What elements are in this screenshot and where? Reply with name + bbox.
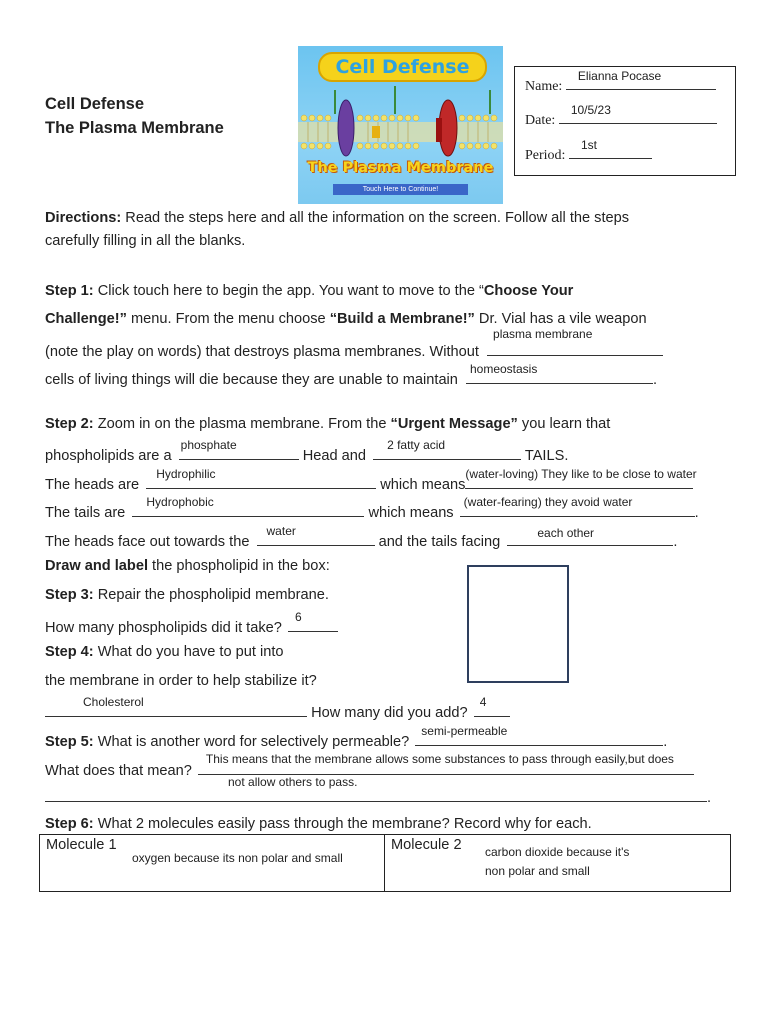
homeostasis-answer: homeostasis <box>469 362 538 376</box>
heads-meaning-blank[interactable] <box>465 467 697 489</box>
period-label: Period: <box>525 148 566 163</box>
date-value: 10/5/23 <box>570 103 611 117</box>
heads-property-answer: Hydrophilic <box>156 467 216 481</box>
molecule-2-answer-line1: carbon dioxide because it's <box>485 845 630 859</box>
banner-subtitle: The Plasma Membrane <box>307 160 494 176</box>
period-row <box>525 138 652 164</box>
step2-line2: phospholipids are a phosphate Head and 2 fatty acid TAILS. <box>45 438 569 464</box>
date-field[interactable] <box>559 103 717 124</box>
date-row <box>525 103 717 129</box>
molecule-1-answer: oxygen because its non polar and small <box>132 851 343 865</box>
tails-meaning-blank[interactable] <box>460 495 695 517</box>
banner-title: Cell Defense <box>318 52 487 82</box>
plasma-membrane-blank[interactable] <box>487 327 663 356</box>
step5-line3: . <box>45 786 711 806</box>
name-row <box>525 69 716 95</box>
name-label: Name: <box>525 79 563 94</box>
molecule-1-cell[interactable] <box>40 835 385 891</box>
step1-label: Step 1: <box>45 283 94 299</box>
heads-property-blank[interactable] <box>146 467 376 489</box>
meaning-answer-1: This means that the membrane allows some substances to pass through easily,but does <box>205 752 674 766</box>
step2-line3: The heads are Hydrophilic which means (water-loving) They like to be close to water <box>45 467 697 493</box>
tail-answer: 2 fatty acid <box>387 438 446 452</box>
molecule-1-label: Molecule 1 <box>46 837 117 853</box>
tail-blank[interactable] <box>373 438 521 460</box>
molecule-2-label: Molecule 2 <box>391 837 462 853</box>
head-answer: phosphate <box>180 438 237 452</box>
molecule-table <box>39 834 731 892</box>
step1-line1: Step 1: Click touch here to begin the app. You want to move to the “Choose Your <box>45 283 574 299</box>
step4-line2: the membrane in order to help stabilize it? <box>45 673 317 689</box>
cell-defense-banner-image <box>298 46 503 204</box>
step4-line3: Cholesterol How many did you add? 4 <box>45 701 510 721</box>
stabilizer-blank[interactable] <box>45 695 307 717</box>
heading-line1: Cell Defense <box>45 95 145 113</box>
phospholipid-count-blank[interactable] <box>288 610 338 632</box>
directions-line1: Directions: Read the steps here and all the information on the screen. Follow all the steps <box>45 210 630 226</box>
period-value: 1st <box>580 138 597 152</box>
cholesterol-count-blank[interactable] <box>474 695 510 717</box>
heads-face-blank[interactable] <box>257 524 375 546</box>
step5-label: Step 5: <box>45 734 94 750</box>
heads-meaning-answer: (water-loving) They like to be close to water <box>465 467 697 481</box>
selectively-permeable-answer: semi-permeable <box>421 724 508 738</box>
step3-line2: How many phospholipids did it take? 6 <box>45 616 338 636</box>
step1-line2: Challenge!” menu. From the menu choose “Build a Membrane!” Dr. Vial has a vile weapon <box>45 311 647 327</box>
tails-meaning-answer: (water-fearing) they avoid water <box>463 495 633 509</box>
heads-face-answer: water <box>266 524 296 538</box>
tails-property-blank[interactable] <box>132 495 364 517</box>
step2-line1: Step 2: Zoom in on the plasma membrane. From the “Urgent Message” you learn that <box>45 416 611 432</box>
meaning-answer-2: not allow others to pass. <box>228 775 358 789</box>
student-info-box <box>514 66 736 176</box>
step4-label: Step 4: <box>45 644 94 660</box>
step2-label: Step 2: <box>45 416 94 432</box>
period-field[interactable] <box>569 138 652 159</box>
molecule-2-answer-line2: non polar and small <box>485 864 590 878</box>
step3-label: Step 3: <box>45 587 94 603</box>
stabilizer-answer: Cholesterol <box>83 695 144 709</box>
phospholipid-count-answer: 6 <box>294 610 302 624</box>
name-field[interactable] <box>566 69 716 90</box>
homeostasis-blank[interactable] <box>466 362 653 384</box>
membrane-illustration <box>298 46 503 204</box>
date-label: Date: <box>525 113 556 128</box>
step6-line1: Step 6: What 2 molecules easily pass through the membrane? Record why for each. <box>45 816 592 832</box>
banner-continue-button: Touch Here to Continue! <box>333 184 468 195</box>
tails-face-blank[interactable] <box>507 526 673 546</box>
meaning-blank-2[interactable] <box>45 786 707 802</box>
directions-label: Directions: <box>45 210 122 226</box>
selectively-permeable-blank[interactable] <box>415 724 663 746</box>
tails-face-answer: each other <box>537 526 595 540</box>
step6-label: Step 6: <box>45 816 94 832</box>
plasma-membrane-answer: plasma membrane <box>493 327 593 341</box>
cholesterol-count-answer: 4 <box>479 695 487 709</box>
step3-line1: Step 3: Repair the phospholipid membrane. <box>45 587 329 603</box>
step5-line1: Step 5: What is another word for selectively permeable? semi-permeable . <box>45 724 668 750</box>
step5-line2: What does that mean? This means that the membrane allows some substances to pass through easily,but does <box>45 759 694 779</box>
step1-line4: cells of living things will die because they are unable to maintain homeostasis . <box>45 362 658 388</box>
step1-line3: (note the play on words) that destroys plasma membranes. Without plasma membrane <box>45 340 663 360</box>
step4-line1: Step 4: What do you have to put into <box>45 644 284 660</box>
phospholipid-drawing-box[interactable] <box>467 565 569 683</box>
tails-property-answer: Hydrophobic <box>146 495 214 509</box>
directions-line2: carefully filling in all the blanks. <box>45 233 246 249</box>
heading-line2: The Plasma Membrane <box>45 119 224 137</box>
molecule-2-cell[interactable] <box>385 835 730 891</box>
step2-line5: The heads face out towards the water and the tails facing each other . <box>45 524 678 550</box>
head-blank[interactable] <box>179 438 299 460</box>
step2-line4: The tails are Hydrophobic which means (water-fearing) they avoid water . <box>45 495 699 521</box>
draw-instruction: Draw and label the phospholipid in the box: <box>45 558 330 574</box>
name-value: Elianna Pocase <box>577 69 662 83</box>
